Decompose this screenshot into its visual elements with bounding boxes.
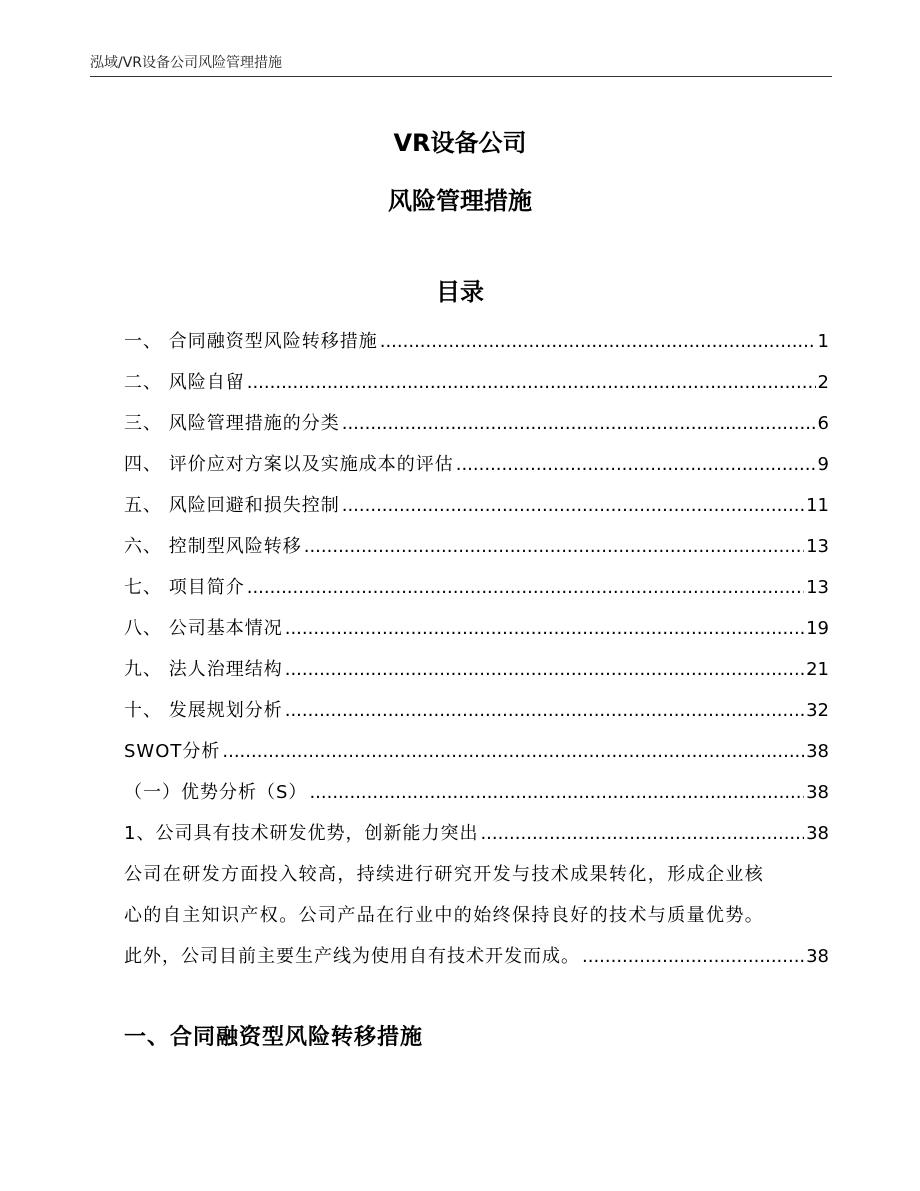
toc-entry[interactable] [124, 526, 829, 567]
toc-entry-label: 五、 风险回避和损失控制 [124, 495, 340, 516]
document-title-line2: 风险管理措施 [388, 187, 532, 215]
toc-entry[interactable] [124, 690, 829, 731]
toc-paragraph-line: 心的自主知识产权。公司产品在行业中的始终保持良好的技术与质量优势。 [124, 905, 765, 926]
toc-heading: 目录 [436, 278, 484, 306]
toc-entry-label: 二、 风险自留 [124, 372, 245, 393]
toc-entry-page: 38 [806, 823, 829, 844]
toc-entry[interactable] [124, 444, 829, 485]
toc-entry[interactable] [124, 403, 829, 444]
toc-entry[interactable] [124, 649, 829, 690]
toc-entry-label: （一）优势分析（S） [124, 782, 308, 803]
toc-leader-dots [342, 403, 816, 444]
toc-leader-dots [247, 362, 816, 403]
toc-paragraph-line: 公司在研发方面投入较高，持续进行研究开发与技术成果转化，形成企业核 [124, 864, 765, 885]
toc-entry-label: 此外，公司目前主要生产线为使用自有技术开发而成。 [124, 946, 580, 967]
toc-entry-label: 八、 公司基本情况 [124, 618, 283, 639]
document-title-line1: VR设备公司 [393, 129, 527, 157]
toc-entry-label: 七、 项目简介 [124, 577, 245, 598]
toc-entry-label: 一、 合同融资型风险转移措施 [124, 331, 378, 352]
toc-entry-label: 1、公司具有技术研发优势，创新能力突出 [124, 823, 479, 844]
toc-entry[interactable] [124, 608, 829, 649]
toc-leader-dots [309, 772, 804, 813]
toc-entry-label: 四、 评价应对方案以及实施成本的评估 [124, 454, 454, 475]
toc-entry[interactable] [124, 731, 829, 772]
toc-entry-label: 三、 风险管理措施的分类 [124, 413, 340, 434]
toc-entry-label: SWOT分析 [124, 741, 221, 762]
running-header: 泓域/VR设备公司风险管理措施 [90, 55, 283, 71]
toc-entry[interactable] [124, 485, 829, 526]
header-rule [90, 76, 832, 77]
toc-entry-label: 九、 法人治理结构 [124, 659, 283, 680]
toc-leader-dots [285, 690, 804, 731]
toc-leader-dots [582, 936, 804, 977]
toc-entry-page: 21 [806, 659, 829, 680]
toc-entry-page: 32 [806, 700, 829, 721]
toc-entry-page: 38 [806, 741, 829, 762]
toc-entry[interactable] [124, 936, 829, 977]
toc-entry-page: 38 [806, 782, 829, 803]
table-of-contents [124, 321, 829, 977]
section-heading: 一、合同融资型风险转移措施 [124, 1025, 424, 1050]
toc-entry-page: 19 [806, 618, 829, 639]
toc-entry[interactable] [124, 321, 829, 362]
toc-entry-page: 9 [817, 454, 829, 475]
toc-entry-page: 13 [806, 536, 829, 557]
toc-entry-label: 六、 控制型风险转移 [124, 536, 302, 557]
toc-entry[interactable] [124, 362, 829, 403]
toc-entry-page: 1 [817, 331, 829, 352]
toc-entry-page: 38 [806, 946, 829, 967]
toc-leader-dots [285, 649, 804, 690]
toc-entry-label: 十、 发展规划分析 [124, 700, 283, 721]
toc-entry-page: 13 [806, 577, 829, 598]
toc-entry-page: 6 [817, 413, 829, 434]
toc-entry-page: 11 [806, 495, 829, 516]
toc-leader-dots [456, 444, 816, 485]
toc-entry[interactable] [124, 567, 829, 608]
toc-leader-dots [480, 813, 804, 854]
toc-leader-dots [380, 321, 816, 362]
toc-entry-page: 2 [817, 372, 829, 393]
toc-leader-dots [247, 567, 804, 608]
toc-leader-dots [304, 526, 804, 567]
toc-leader-dots [285, 608, 804, 649]
toc-entry[interactable] [124, 813, 829, 854]
toc-leader-dots [222, 731, 804, 772]
toc-leader-dots [342, 485, 804, 526]
toc-entry[interactable] [124, 772, 829, 813]
